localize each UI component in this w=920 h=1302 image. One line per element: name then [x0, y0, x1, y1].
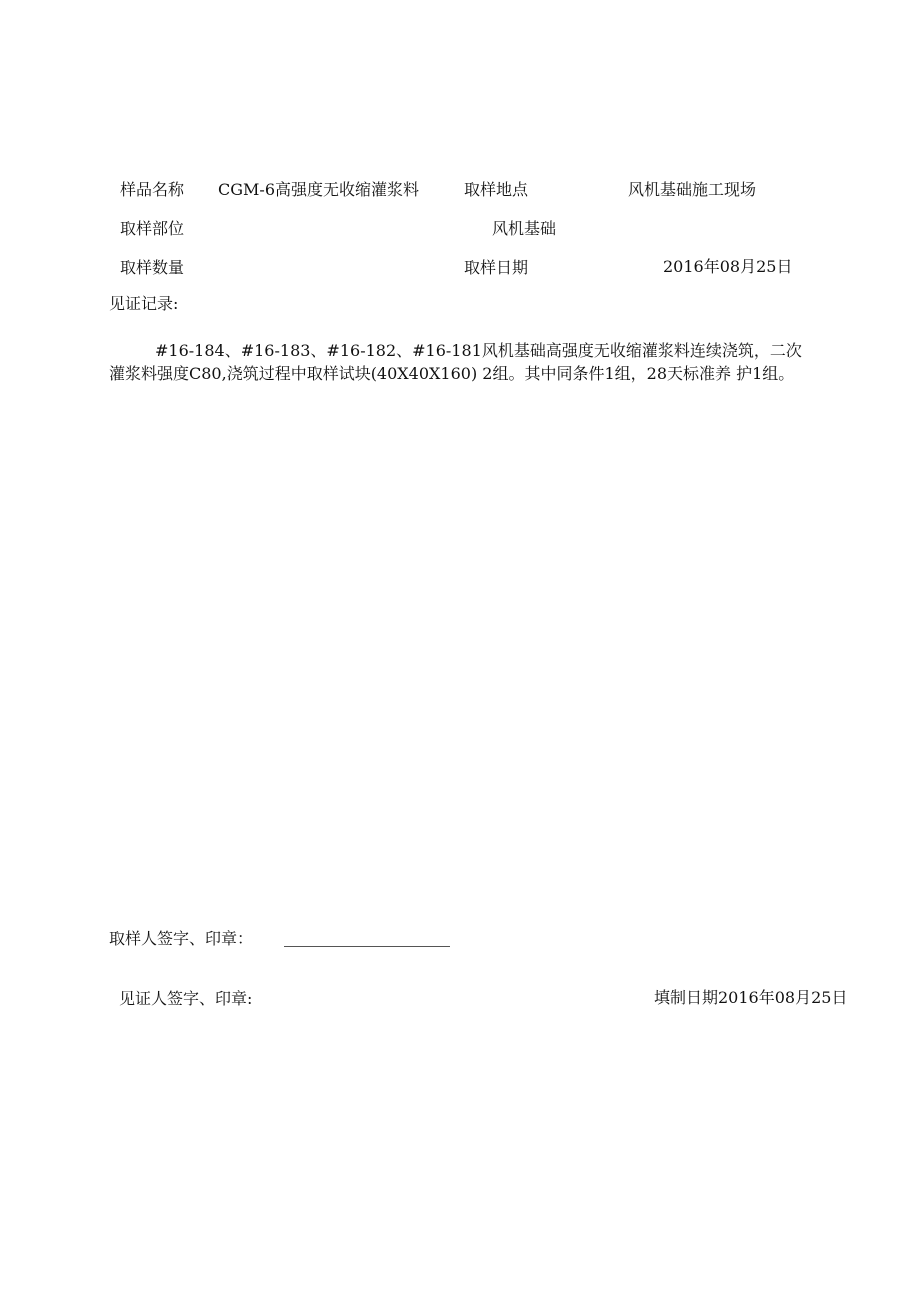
sampling-quantity-label: 取样数量 — [120, 258, 185, 277]
sample-name-value: CGM-6高强度无收缩灌浆料 — [218, 180, 419, 199]
witness-signature-label: 见证人签字、印章: — [119, 989, 253, 1008]
sampling-part-label: 取样部位 — [120, 219, 185, 238]
sampler-signature-label: 取样人签字、印章： — [109, 929, 254, 948]
sampling-location-value: 风机基础施工现场 — [628, 180, 757, 199]
witness-record-heading: 见证记录: — [109, 294, 179, 313]
sampling-part-value: 风机基础 — [492, 219, 557, 238]
sample-name-label: 样品名称 — [120, 180, 185, 199]
sampling-date-value: 2016年08月25日 — [663, 257, 793, 276]
witness-record-line-2: 灌浆料强度C80,浇筑过程中取样试块(40X40X160) 2组。其中同条件1组，28天标准养 护1组。 — [109, 364, 795, 383]
witness-record-line-1: #16-184、#16-183、#16-182、#16-181风机基础高强度无收缩灌浆料连续浇筑，二次 — [155, 341, 802, 360]
sampling-location-label: 取样地点 — [464, 180, 529, 199]
sampling-date-label: 取样日期 — [464, 258, 529, 277]
sampler-signature-line — [284, 946, 450, 947]
fill-date: 填制日期2016年08月25日 — [654, 988, 848, 1007]
